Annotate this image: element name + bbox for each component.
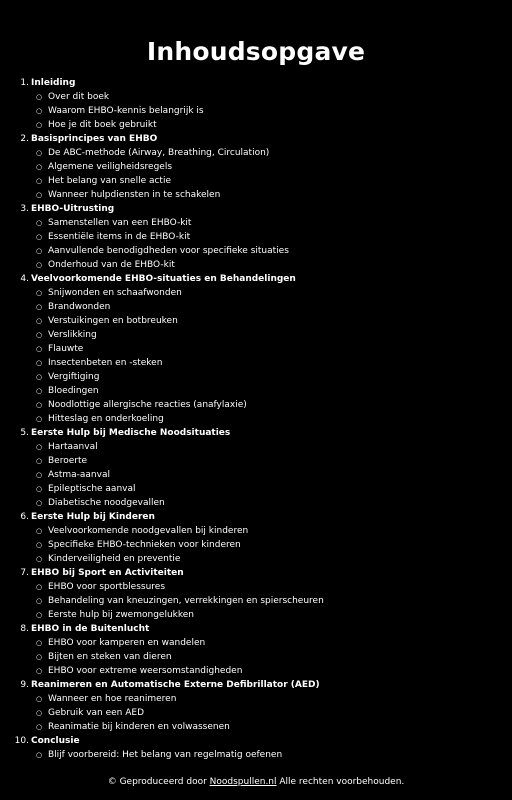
subitem-label: EHBO voor kamperen en wandelen <box>48 638 206 648</box>
bullet-icon: ○ <box>36 387 43 395</box>
bullet-icon: ○ <box>36 93 43 101</box>
toc-chapter <box>0 734 512 762</box>
subitem-label: Hoe je dit boek gebruikt <box>48 120 157 130</box>
toc-subitem <box>0 664 512 678</box>
toc-subitem <box>0 608 512 622</box>
toc-subitem <box>0 314 512 328</box>
toc-subitem <box>0 90 512 104</box>
bullet-icon: ○ <box>36 695 43 703</box>
chapter-heading <box>0 272 512 286</box>
bullet-icon: ○ <box>36 583 43 591</box>
chapter-number: 2. <box>20 134 29 144</box>
chapter-heading <box>0 566 512 580</box>
toc-subitem <box>0 468 512 482</box>
toc-subitem <box>0 216 512 230</box>
subitem-label: Het belang van snelle actie <box>48 176 172 186</box>
chapter-title: Eerste Hulp bij Medische Noodsituaties <box>31 428 231 438</box>
subitem-label: Veelvoorkomende noodgevallen bij kinderen <box>48 526 249 536</box>
chapter-title: EHBO in de Buitenlucht <box>31 624 150 634</box>
chapter-title: Conclusie <box>31 736 80 746</box>
chapter-number: 8. <box>20 624 29 634</box>
toc-subitem <box>0 356 512 370</box>
subitem-label: Specifieke EHBO-technieken voor kinderen <box>48 540 241 550</box>
chapter-number: 9. <box>20 680 29 690</box>
subitem-label: Algemene veiligheidsregels <box>48 162 173 172</box>
toc-subitem <box>0 118 512 132</box>
toc-chapter <box>0 272 512 426</box>
chapter-number: 1. <box>20 78 29 88</box>
toc-subitem <box>0 636 512 650</box>
chapter-title: Eerste Hulp bij Kinderen <box>31 512 155 522</box>
chapter-number: 4. <box>20 274 29 284</box>
bullet-icon: ○ <box>36 121 43 129</box>
toc-subitem <box>0 174 512 188</box>
chapter-title: Reanimeren en Automatische Externe Defibrillator (AED) <box>31 680 320 690</box>
bullet-icon: ○ <box>36 639 43 647</box>
subitem-label: Bloedingen <box>48 386 99 396</box>
bullet-icon: ○ <box>36 163 43 171</box>
bullet-icon: ○ <box>36 541 43 549</box>
subitem-label: Waarom EHBO-kennis belangrijk is <box>48 106 204 116</box>
bullet-icon: ○ <box>36 345 43 353</box>
chapter-heading <box>0 510 512 524</box>
subitem-label: Epileptische aanval <box>48 484 136 494</box>
bullet-icon: ○ <box>36 261 43 269</box>
toc-subitem <box>0 748 512 762</box>
toc-subitem <box>0 160 512 174</box>
chapter-number: 3. <box>20 204 29 214</box>
subitem-label: Brandwonden <box>48 302 111 312</box>
subitem-label: Beroerte <box>48 456 88 466</box>
subitem-label: Diabetische noodgevallen <box>48 498 165 508</box>
bullet-icon: ○ <box>36 457 43 465</box>
chapter-heading <box>0 622 512 636</box>
bullet-icon: ○ <box>36 401 43 409</box>
bullet-icon: ○ <box>36 317 43 325</box>
subitem-label: Onderhoud van de EHBO-kit <box>48 260 175 270</box>
subitem-label: Astma-aanval <box>48 470 110 480</box>
toc-subitem <box>0 244 512 258</box>
toc-subitem <box>0 384 512 398</box>
toc-subitem <box>0 146 512 160</box>
subitem-label: Noodlottige allergische reacties (anafylaxie) <box>48 400 247 410</box>
subitem-label: Essentiële items in de EHBO-kit <box>48 232 191 242</box>
bullet-icon: ○ <box>36 289 43 297</box>
subitem-label: EHBO voor sportblessures <box>48 582 166 592</box>
toc-subitem <box>0 650 512 664</box>
chapter-number: 6. <box>20 512 29 522</box>
subitem-label: Insectenbeten en -steken <box>48 358 163 368</box>
table-of-contents <box>0 76 512 762</box>
toc-chapter <box>0 566 512 622</box>
bullet-icon: ○ <box>36 499 43 507</box>
toc-subitem <box>0 286 512 300</box>
toc-subitem <box>0 328 512 342</box>
subitem-label: Flauwte <box>48 344 84 354</box>
toc-subitem <box>0 258 512 272</box>
bullet-icon: ○ <box>36 177 43 185</box>
subitem-label: Wanneer hulpdiensten in te schakelen <box>48 190 221 200</box>
toc-subitem <box>0 552 512 566</box>
subitem-label: EHBO voor extreme weersomstandigheden <box>48 666 243 676</box>
toc-chapter <box>0 622 512 678</box>
bullet-icon: ○ <box>36 527 43 535</box>
subitem-label: Kinderveiligheid en preventie <box>48 554 181 564</box>
subitem-label: Behandeling van kneuzingen, verrekkingen en spierscheuren <box>48 596 324 606</box>
bullet-icon: ○ <box>36 107 43 115</box>
bullet-icon: ○ <box>36 597 43 605</box>
footer <box>0 775 512 789</box>
chapter-number: 10. <box>14 736 29 746</box>
chapter-number: 5. <box>20 428 29 438</box>
chapter-number: 7. <box>20 568 29 578</box>
chapter-heading <box>0 76 512 90</box>
footer-link[interactable]: Noodspullen.nl <box>209 777 277 787</box>
toc-chapter <box>0 202 512 272</box>
toc-chapter <box>0 76 512 132</box>
toc-subitem <box>0 692 512 706</box>
toc-subitem <box>0 538 512 552</box>
toc-subitem <box>0 482 512 496</box>
toc-subitem <box>0 580 512 594</box>
chapter-heading <box>0 678 512 692</box>
toc-subitem <box>0 720 512 734</box>
subitem-label: De ABC-methode (Airway, Breathing, Circulation) <box>48 148 270 158</box>
subitem-label: Bijten en steken van dieren <box>48 652 172 662</box>
subitem-label: Hitteslag en onderkoeling <box>48 414 164 424</box>
toc-subitem <box>0 412 512 426</box>
subitem-label: Snijwonden en schaafwonden <box>48 288 182 298</box>
toc-subitem <box>0 524 512 538</box>
subitem-label: Verstuikingen en botbreuken <box>48 316 178 326</box>
bullet-icon: ○ <box>36 247 43 255</box>
bullet-icon: ○ <box>36 303 43 311</box>
toc-chapter <box>0 678 512 734</box>
bullet-icon: ○ <box>36 667 43 675</box>
bullet-icon: ○ <box>36 485 43 493</box>
toc-subitem <box>0 104 512 118</box>
bullet-icon: ○ <box>36 149 43 157</box>
subitem-label: Aanvullende benodigdheden voor specifieke situaties <box>48 246 289 256</box>
toc-chapter <box>0 426 512 510</box>
subitem-label: Hartaanval <box>48 442 98 452</box>
toc-chapter <box>0 510 512 566</box>
chapter-heading <box>0 426 512 440</box>
chapter-title: EHBO-Uitrusting <box>31 204 115 214</box>
chapter-heading <box>0 734 512 748</box>
subitem-label: Vergiftiging <box>48 372 100 382</box>
subitem-label: Reanimatie bij kinderen en volwassenen <box>48 722 230 732</box>
bullet-icon: ○ <box>36 751 43 759</box>
toc-chapter <box>0 132 512 202</box>
bullet-icon: ○ <box>36 555 43 563</box>
bullet-icon: ○ <box>36 415 43 423</box>
toc-subitem <box>0 230 512 244</box>
subitem-label: Verslikking <box>48 330 97 340</box>
bullet-icon: ○ <box>36 723 43 731</box>
bullet-icon: ○ <box>36 653 43 661</box>
toc-subitem <box>0 454 512 468</box>
chapter-heading <box>0 132 512 146</box>
page-title: Inhoudsopgave <box>146 37 366 66</box>
bullet-icon: ○ <box>36 471 43 479</box>
bullet-icon: ○ <box>36 443 43 451</box>
bullet-icon: ○ <box>36 233 43 241</box>
toc-subitem <box>0 342 512 356</box>
subitem-label: Gebruik van een AED <box>48 708 145 718</box>
subitem-label: Samenstellen van een EHBO-kit <box>48 218 192 228</box>
toc-subitem <box>0 440 512 454</box>
subitem-label: Over dit boek <box>48 92 110 102</box>
toc-subitem <box>0 300 512 314</box>
toc-subitem <box>0 594 512 608</box>
subitem-label: Blijf voorbereid: Het belang van regelmatig oefenen <box>48 750 283 760</box>
toc-subitem <box>0 188 512 202</box>
footer-prefix: © Geproduceerd door <box>107 777 210 787</box>
footer-suffix: Alle rechten voorbehouden. <box>276 777 405 787</box>
subitem-label: Wanneer en hoe reanimeren <box>48 694 177 704</box>
bullet-icon: ○ <box>36 709 43 717</box>
bullet-icon: ○ <box>36 219 43 227</box>
chapter-heading <box>0 202 512 216</box>
chapter-title: EHBO bij Sport en Activiteiten <box>31 568 184 578</box>
bullet-icon: ○ <box>36 191 43 199</box>
bullet-icon: ○ <box>36 359 43 367</box>
bullet-icon: ○ <box>36 331 43 339</box>
bullet-icon: ○ <box>36 611 43 619</box>
chapter-title: Basisprincipes van EHBO <box>31 134 158 144</box>
toc-subitem <box>0 398 512 412</box>
subitem-label: Eerste hulp bij zwemongelukken <box>48 610 194 620</box>
toc-subitem <box>0 706 512 720</box>
toc-subitem <box>0 496 512 510</box>
chapter-title: Veelvoorkomende EHBO-situaties en Behandelingen <box>31 274 296 284</box>
chapter-title: Inleiding <box>31 78 76 88</box>
toc-subitem <box>0 370 512 384</box>
bullet-icon: ○ <box>36 373 43 381</box>
